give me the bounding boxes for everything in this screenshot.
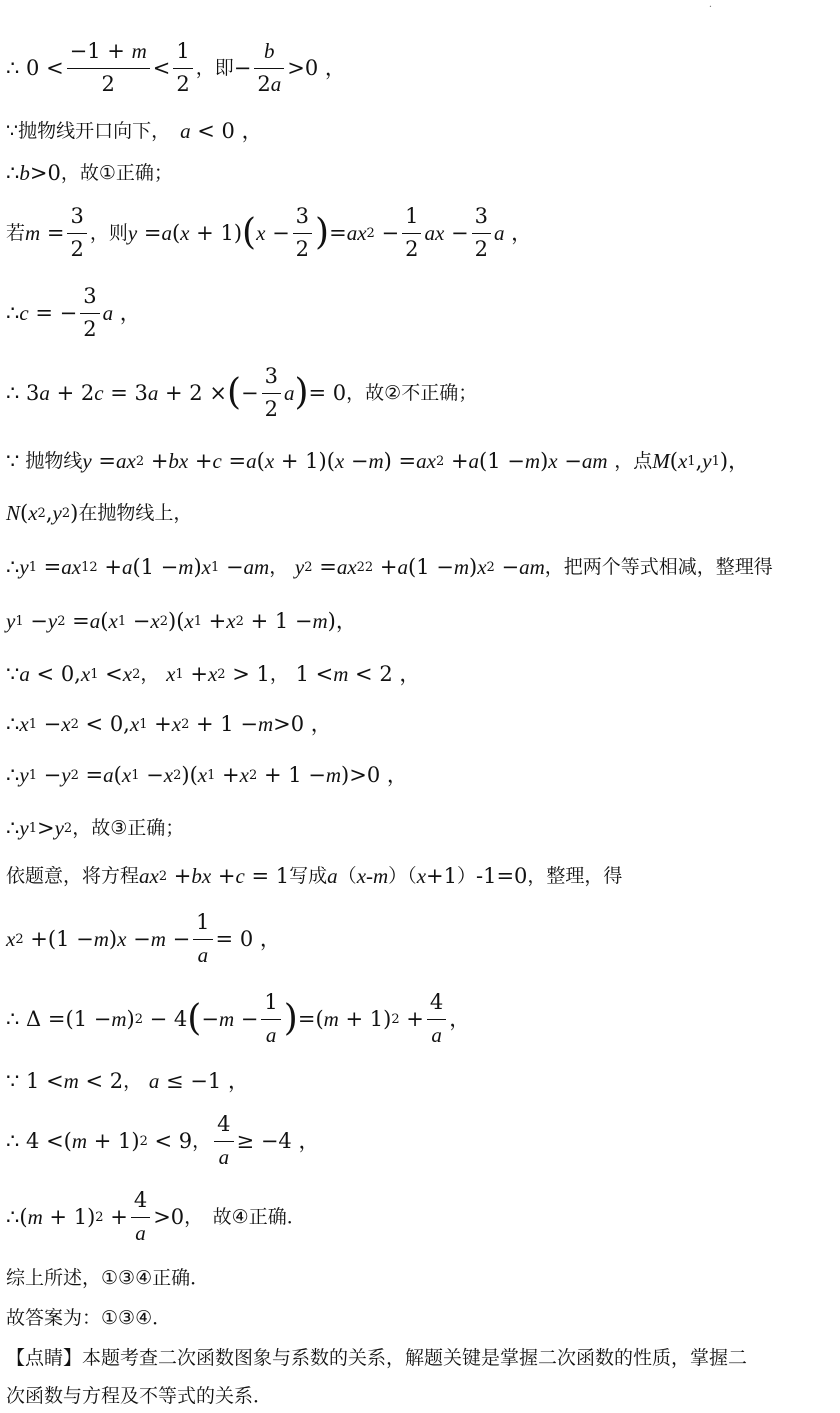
solution-line: ∴ b >0 ，故①正确； xyxy=(6,160,173,185)
solution-line: ∴ Δ = ( 1 − m ) 2 − 4 ( − m − $\frac{1}{a}$ ) = ( m + 1 ) 2 + $\frac{4}{a}$ ， xyxy=(6,990,471,1047)
solution-line: 若 m = $\frac{3}{2}$ ，则 y = a ( x + 1 ) ( x − $\frac{3}{2}$ ) = ax 2 − $\frac{1}{2}$ ax − $\frac{3}{2}$ a ， xyxy=(6,204,533,261)
solution-line: ∴ ( m + 1 ) 2 + $\frac{4}{a}$ >0 ， 故④正确． xyxy=(6,1188,306,1245)
solution-line: ∵ a < 0, x 1 < x 2 ， x 1 + x 2 > 1 ， 1 < m < 2 ， xyxy=(6,661,421,686)
solution-line: 【点睛】本题考查二次函数图象与系数的关系，解题关键是掌握二次函数的性质，掌握二 xyxy=(6,1346,748,1369)
solution-line: 依题意，将方程 ax 2 + bx + c = 1 写成 a （ x-m ）（ x +1 ） -1=0 ，整理，得 xyxy=(6,863,623,888)
solution-line: ∴ c = − $\frac{3}{2}$ a ， xyxy=(6,284,141,341)
solution-line: x 2 + ( 1 − m ) x − m − $\frac{1}{a}$ = 0 ， xyxy=(6,910,281,967)
solution-line: ∴ x 1 − x 2 < 0, x 1 + x 2 + 1 − m >0 ， xyxy=(6,711,332,736)
solution-line: ∴ y 1 − y 2 = a ( x 1 − x 2 ) ( x 1 + x 2 + 1 − m ) >0 ， xyxy=(6,762,408,787)
scan-speck: · xyxy=(708,2,712,13)
solution-line: 故答案为：①③④． xyxy=(6,1306,172,1329)
solution-line: ∵ 抛物线 y = ax 2 + bx + c = a ( x + 1 ) ( x − m ) = ax 2 + a ( 1 − m ) x − am ，点 M ( x 1 , y 1 ) ， xyxy=(6,448,750,473)
solution-line: ∴ 0 < $\frac{-1 + m}{2}$ < $\frac{1}{2}$ ，即 − $\frac{b}{2a}$ >0 ， xyxy=(6,39,346,96)
solution-line: y 1 − y 2 = a ( x 1 − x 2 ) ( x 1 + x 2 + 1 − m ) ， xyxy=(6,608,357,633)
solution-line: ∴ y 1 = ax 1 2 + a ( 1 − m ) x 1 − am ， y 2 = ax 2 2 + a ( 1 − m ) x 2 − am ，把两个等式相减，整理得 xyxy=(6,554,773,579)
solution-line: ∵抛物线开口向下， a < 0 ， xyxy=(6,118,263,143)
solution-line: ∴ 4 < ( m + 1 ) 2 < 9 ， $\frac{4}{a}$ ≥ −4 ， xyxy=(6,1112,320,1169)
solution-line: ∵ 1 < m < 2 ， a ≤ −1 ， xyxy=(6,1068,249,1093)
solution-line: ∴ 3 a + 2 c = 3 a + 2 × ( − $\frac{3}{2}$ a ) = 0 ，故②不正确； xyxy=(6,364,478,421)
solution-line: 综上所述，①③④正确． xyxy=(6,1266,210,1289)
solution-line: ∴ y 1 > y 2 ，故③正确； xyxy=(6,815,185,840)
solution-line: 次函数与方程及不等式的关系． xyxy=(6,1384,273,1407)
solution-line: N ( x 2 , y 2 ) 在抛物线上， xyxy=(6,500,193,525)
